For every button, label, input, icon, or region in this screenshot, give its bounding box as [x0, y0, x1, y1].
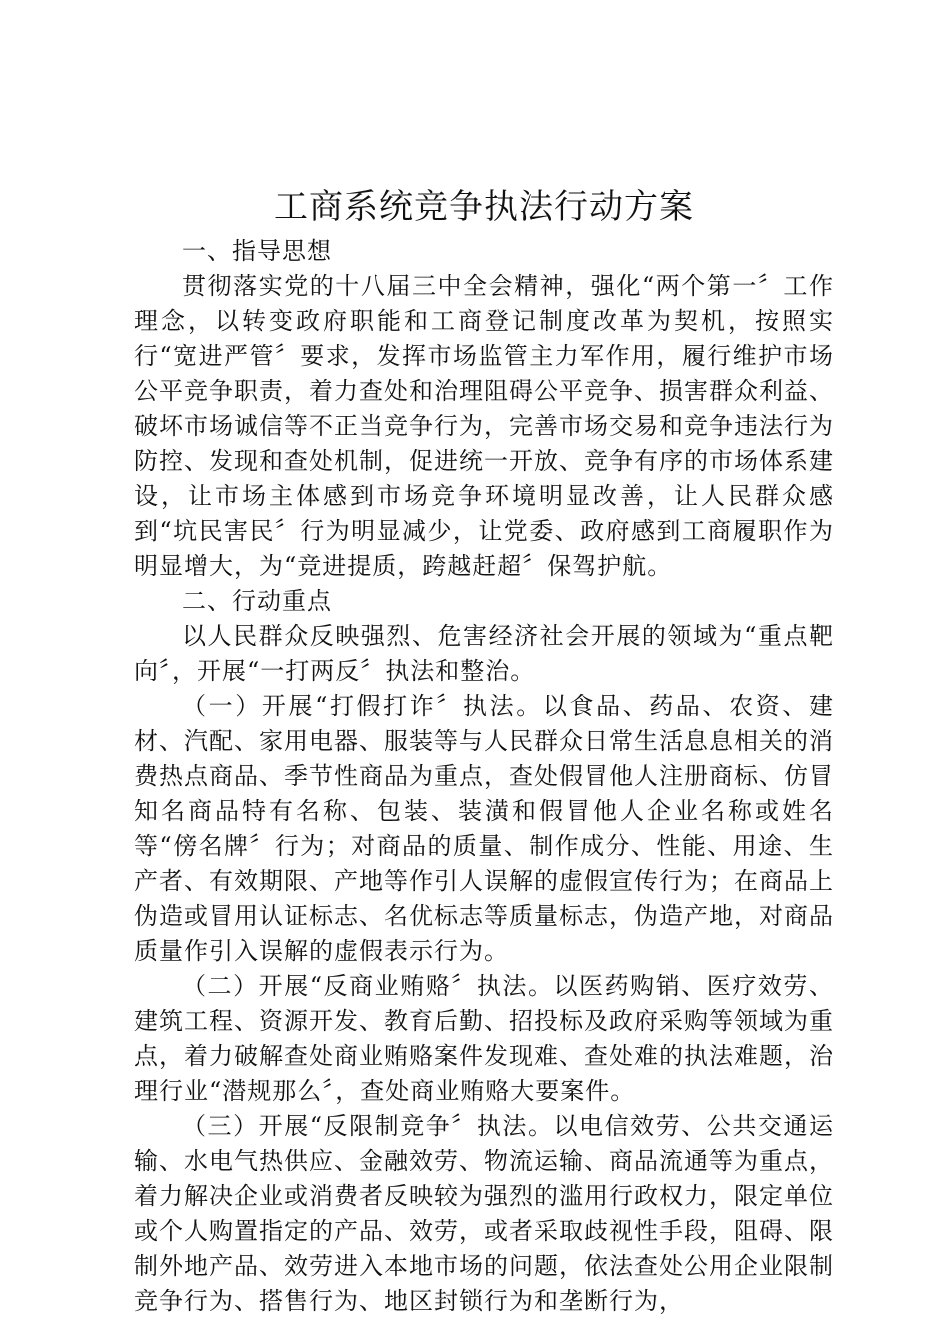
section-paragraph: 以人民群众反映强烈、危害经济社会开展的领域为“重点靶向〞，开展“一打两反〞执法和整治。 — [134, 622, 834, 685]
section-guiding-ideology — [134, 234, 834, 584]
document-title: 工商系统竞争执法行动方案 — [274, 187, 694, 227]
document-body — [134, 182, 834, 1319]
section-heading: 二、行动重点 — [182, 587, 332, 615]
section-paragraph: 贯彻落实党的十八届三中全会精神，强化“两个第一〞工作理念，以转变政府职能和工商登记制度改革为契机，按照实行“宽进严管〞要求，发挥市场监管主力军作用，履行维护市场公平竞争职责，着力查处和治理阻碍公平竞争、损害群众利益、破坏市场诚信等不正当竞争行为，完善市场交易和竞争违法行为防控、发现和查处机制，促进统一开放、竞争有序的市场体系建设，让市场主体感到市场竞争环境明显改善，让人民群众感到“坑民害民〞行为明显减少，让党委、政府感到工商履职作为明显增大，为“竞进提质，跨越赶超〞保驾护航。 — [134, 272, 834, 580]
section-heading: 一、指导思想 — [182, 237, 332, 265]
section-paragraph: （一）开展“打假打诈〞执法。以食品、药品、农资、建材、汽配、家用电器、服装等与人民群众日常生活息息相关的消费热点商品、季节性商品为重点，查处假冒他人注册商标、仿冒知名商品特有名称、包装、装潢和假冒他人企业名称或姓名等“傍名牌〞行为；对商品的质量、制作成分、性能、用途、生产者、有效期限、产地等作引人误解的虚假宣传行为；在商品上伪造或冒用认证标志、名优标志等质量标志，伪造产地，对商品质量作引入误解的虚假表示行为。 — [134, 692, 834, 965]
section-paragraph: （二）开展“反商业贿赂〞执法。以医药购销、医疗效劳、建筑工程、资源开发、教育后勤、招投标及政府采购等领域为重点，着力破解查处商业贿赂案件发现难、查处难的执法难题，治理行业“潜规那么〞，查处商业贿赂大要案件。 — [134, 972, 834, 1105]
section-action-focus — [134, 584, 834, 1319]
section-paragraph: （三）开展“反限制竞争〞执法。以电信效劳、公共交通运输、水电气热供应、金融效劳、物流运输、商品流通等为重点，着力解决企业或消费者反映较为强烈的滥用行政权力，限定单位或个人购置指定的产品、效劳，或者采取歧视性手段，阻碍、限制外地产品、效劳进入本地市场的问题，依法查处公用企业限制竞争行为、搭售行为、地区封锁行为和垄断行为， — [134, 1112, 834, 1315]
